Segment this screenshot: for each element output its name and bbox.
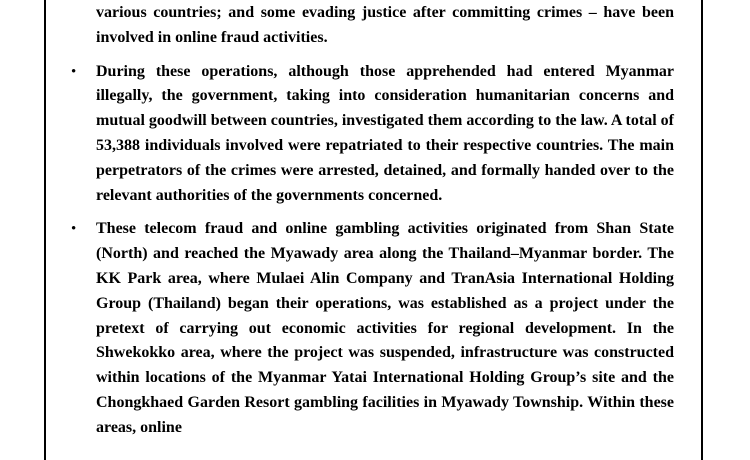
page-border-right	[701, 0, 703, 460]
page-border-left	[44, 0, 46, 460]
paragraph-continuation	[96, 1, 674, 51]
bullet-icon: •	[71, 221, 77, 238]
bullet-icon: •	[71, 63, 77, 80]
paragraph-text: various countries; and some evading justice after committing crimes – have been involved in online fraud activities.	[96, 4, 674, 46]
paragraph-text: During these operations, although those apprehended had entered Myanmar illegally, the government, taking into consideration humanitarian concerns and mutual goodwill between countries, investigated them according to the law. A total of 53,388 individuals involved were repatriated to their respective countries. The main perpetrators of the crimes were arrested, detained, and formally handed over to the relevant authorities of the governments concerned.	[96, 62, 674, 204]
paragraph-text: These telecom fraud and online gambling activities originated from Shan State (North) and reached the Myawady area along the Thailand–Myanmar border. The KK Park area, where Mulaei Alin Company and TranAsia International Holding Group (Thailand) began their operations, was established as a project under the pretext of carrying out economic activities for regional development. In the Shwekokko area, where the project was suspended, infrastructure was constructed within locations of the Myanmar Yatai International Holding Group’s site and the Chongkhaed Garden Resort gambling facilities in Myawady Township. Within these areas, online	[96, 220, 674, 436]
bullet-paragraph-origins	[71, 217, 674, 440]
bullet-paragraph-repatriation	[71, 60, 674, 209]
document-body	[71, 1, 674, 441]
